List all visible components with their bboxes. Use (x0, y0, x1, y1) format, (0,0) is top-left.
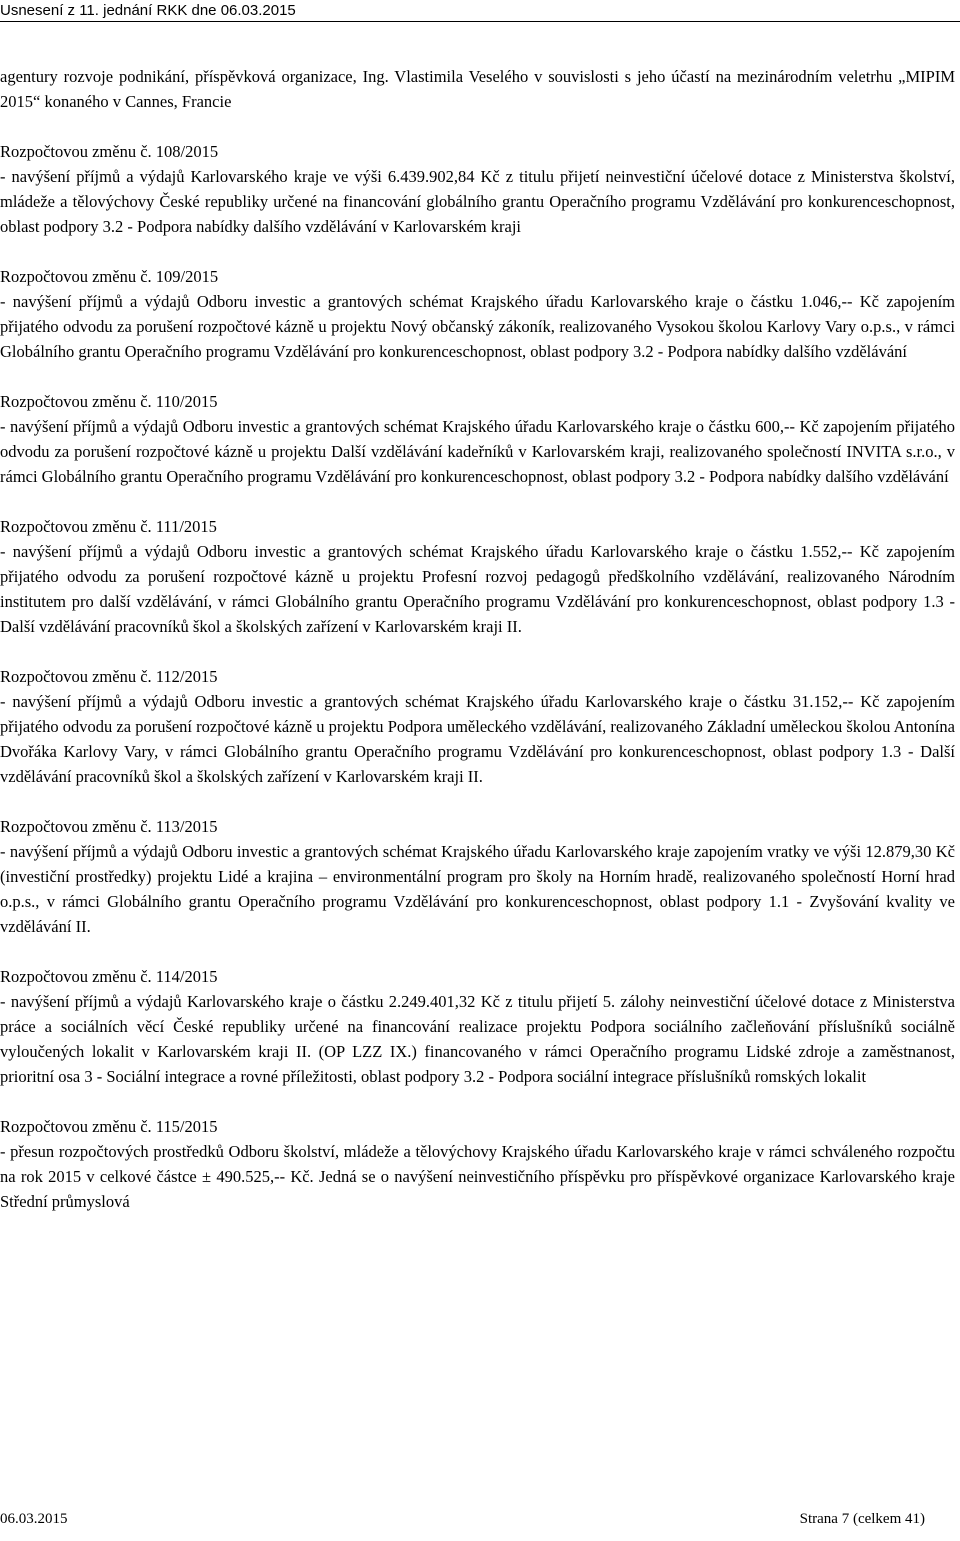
section-title: Rozpočtovou změnu č. 113/2015 (0, 817, 218, 836)
header-divider (0, 21, 960, 22)
section-text: - navýšení příjmů a výdajů Odboru investic a grantových schémat Krajského úřadu Karlovarského kraje o částku 600,-- Kč zapojením přijatého odvodu za porušení rozpočtové kázně u projektu Další vzdělávání kadeřníků v Karlovarském kraji, realizovaného společností INVITA s.r.o., v rámci Globálního grantu Operačního programu Vzdělávání pro konkurenceschopnost, oblast podpory 3.2 - Podpora nabídky dalšího vzdělávání (0, 417, 955, 486)
budget-change-108 (0, 139, 955, 239)
budget-change-113 (0, 814, 955, 939)
footer-date: 06.03.2015 (0, 1511, 68, 1527)
budget-change-115 (0, 1114, 955, 1214)
budget-change-110 (0, 389, 955, 489)
intro-paragraph: agentury rozvoje podnikání, příspěvková organizace, Ing. Vlastimila Veselého v souvislosti s jeho účastí na mezinárodním veletrhu „MIPIM 2015“ konaného v Cannes, Francie (0, 67, 955, 111)
section-text: - navýšení příjmů a výdajů Karlovarského kraje o částku 2.249.401,32 Kč z titulu přijetí 5. zálohy neinvestiční účelové dotace z Ministerstva práce a sociálních věcí České republiky určené na financování realizace projektu Podpora sociálního začleňování příslušníků sociálně vyloučených lokalit v Karlovarském kraji II. (OP LZZ IX.) financovaného v rámci Operačního programu Lidské zdroje a zaměstnanost, prioritní osa 3 - Sociální integrace a rovné příležitosti, oblast podpory 3.2 - Podpora sociální integrace příslušníků romských lokalit (0, 992, 955, 1086)
section-text: - navýšení příjmů a výdajů Odboru investic a grantových schémat Krajského úřadu Karlovarského kraje o částku 1.552,-- Kč zapojením přijatého odvodu za porušení rozpočtové kázně u projektu Profesní rozvoj pedagogů předškolního vzdělávání, realizovaného Národním institutem pro další vzdělávání, v rámci Globálního grantu Operačního programu Vzdělávání pro konkurenceschopnost, oblast podpory 1.3 - Další vzdělávání pracovníků škol a školských zařízení v Karlovarském kraji II. (0, 542, 955, 636)
budget-change-111 (0, 514, 955, 639)
page-footer (0, 1511, 955, 1536)
header-title: Usnesení z 11. jednání RKK dne 06.03.2015 (0, 2, 296, 19)
section-title: Rozpočtovou změnu č. 112/2015 (0, 667, 218, 686)
section-title: Rozpočtovou změnu č. 108/2015 (0, 142, 219, 161)
section-text: - navýšení příjmů a výdajů Odboru investic a grantových schémat Krajského úřadu Karlovarského kraje o částku 31.152,-- Kč zapojením přijatého odvodu za porušení rozpočtové kázně u projektu Podpora uměleckého vzdělávání, realizovaného Základní uměleckou školou Antonína Dvořáka Karlovy Vary, v rámci Globálního grantu Operačního programu Vzdělávání pro konkurenceschopnost, oblast podpory 1.3 - Další vzdělávání pracovníků škol a školských zařízení v Karlovarském kraji II. (0, 692, 955, 786)
section-title: Rozpočtovou změnu č. 115/2015 (0, 1117, 218, 1136)
section-text: - navýšení příjmů a výdajů Odboru investic a grantových schémat Krajského úřadu Karlovarského kraje zapojením vratky ve výši 12.879,30 Kč (investiční prostředky) projektu Lidé a krajina – environmentální program pro školy na Horním hradě, realizovaného společností Horní hrad o.p.s., v rámci Globálního grantu Operačního programu Vzdělávání pro konkurenceschopnost, oblast podpory 1.1 - Zvyšování kvality ve vzdělávání II. (0, 842, 955, 936)
page-header (0, 0, 960, 30)
section-text: - přesun rozpočtových prostředků Odboru školství, mládeže a tělovýchovy Krajského úřadu Karlovarského kraje v rámci schváleného rozpočtu na rok 2015 v celkové částce ± 490.525,-- Kč. Jedná se o navýšení neinvestičního příspěvku pro příspěvkové organizace Karlovarského kraje Střední průmyslová (0, 1142, 955, 1211)
document-body (0, 64, 955, 1239)
section-text: - navýšení příjmů a výdajů Karlovarského kraje ve výši 6.439.902,84 Kč z titulu přijetí neinvestiční účelové dotace z Ministerstva školství, mládeže a tělovýchovy České republiky určené na financování globálního grantu Operačního programu Vzdělávání pro konkurenceschopnost, oblast podpory 3.2 - Podpora nabídky dalšího vzdělávání v Karlovarském kraji (0, 167, 955, 236)
page-number: Strana 7 (celkem 41) (799, 1511, 925, 1527)
section-text: - navýšení příjmů a výdajů Odboru investic a grantových schémat Krajského úřadu Karlovarského kraje o částku 1.046,-- Kč zapojením přijatého odvodu za porušení rozpočtové kázně u projektu Nový občanský zákoník, realizovaného Vysokou školou Karlovy Vary o.p.s., v rámci Globálního grantu Operačního programu Vzdělávání pro konkurenceschopnost, oblast podpory 3.2 - Podpora nabídky dalšího vzdělávání (0, 292, 955, 361)
section-title: Rozpočtovou změnu č. 114/2015 (0, 967, 218, 986)
section-title: Rozpočtovou změnu č. 110/2015 (0, 392, 218, 411)
section-title: Rozpočtovou změnu č. 109/2015 (0, 267, 219, 286)
budget-change-114 (0, 964, 955, 1089)
section-title: Rozpočtovou změnu č. 111/2015 (0, 517, 217, 536)
budget-change-112 (0, 664, 955, 789)
budget-change-109 (0, 264, 955, 364)
